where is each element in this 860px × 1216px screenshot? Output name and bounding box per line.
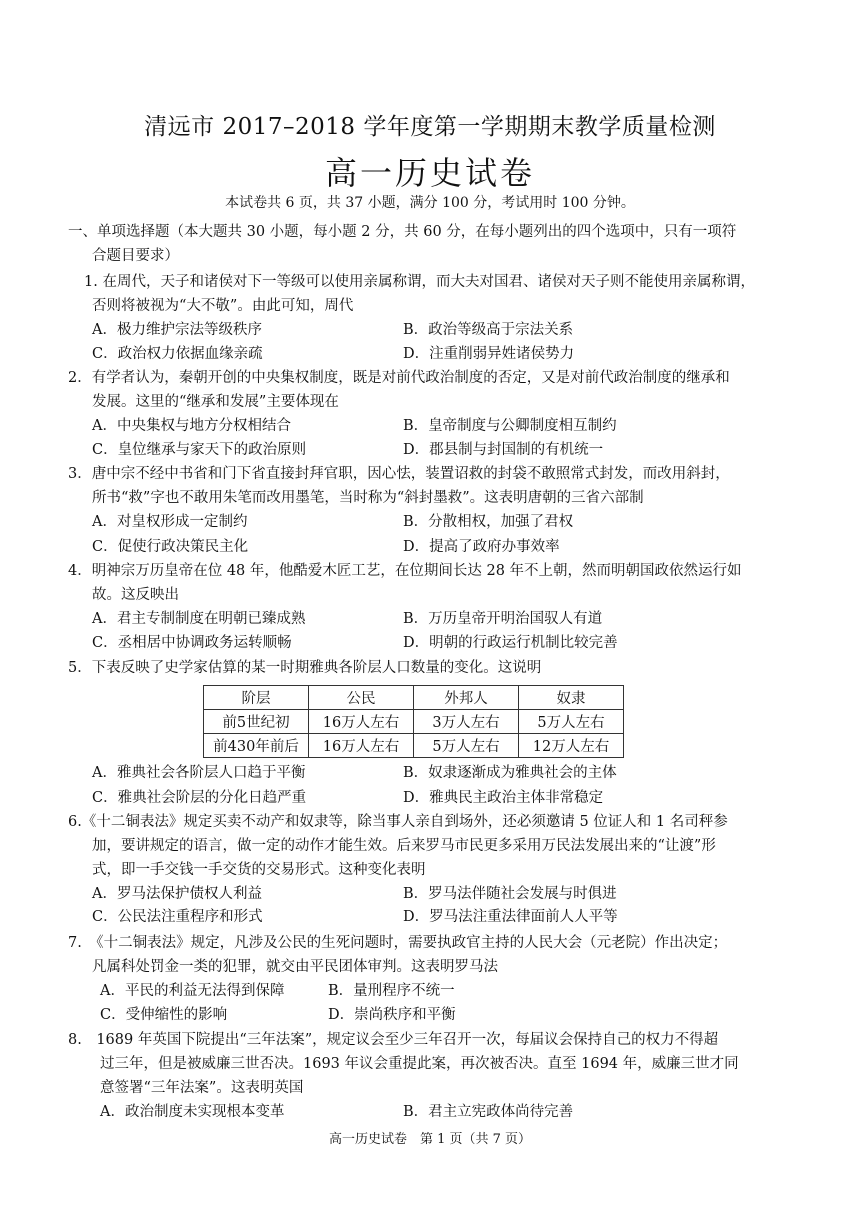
q6-stem-line2: 加，要讲规定的语言，做一定的动作才能生效。后来罗马市民更多采用万民法发展出来的“让渡”形 [92, 838, 716, 854]
table-cell: 前430年前后 [204, 734, 309, 758]
table-header-row [204, 686, 624, 710]
table-cell: 16万人左右 [309, 710, 414, 734]
q2-stem-line1: 2．有学者认为，秦朝开创的中央集权制度，既是对前代政治制度的否定，又是对前代政治制度的继承和 [68, 370, 730, 386]
q3-stem-line1: 3．唐中宗不经中书省和门下省直接封拜官职，因心怯，装置诏救的封袋不敢照常式封发，而改用斜封， [68, 466, 730, 482]
q7-stem-line2: 凡属科处罚金一类的犯罪，就交由平民团体审判。这表明罗马法 [92, 959, 498, 975]
q2-stem-line2: 发展。这里的“继承和发展”主要体现在 [92, 394, 339, 410]
q5-option-c: C．雅典社会阶层的分化日趋严重 [92, 790, 307, 806]
q5-option-d: D．雅典民主政治主体非常稳定 [403, 790, 604, 806]
q4-option-b: B．万历皇帝开明治国驭人有道 [403, 611, 603, 627]
q1-option-a: A．极力维护宗法等级秩序 [92, 322, 262, 338]
table-cell: 12万人左右 [519, 734, 624, 758]
q6-option-d: D．罗马法注重法律面前人人平等 [403, 909, 618, 925]
table-cell: 3万人左右 [414, 710, 519, 734]
q4-option-c: C．丞相居中协调政务运转顺畅 [92, 635, 292, 651]
q4-stem-line2: 故。这反映出 [92, 587, 179, 603]
q6-stem-line3: 式，即一手交钱一手交货的交易形式。这种变化表明 [92, 862, 426, 878]
q6-option-a: A．罗马法保护债权人利益 [92, 886, 262, 902]
page-footer: 高一历史试卷 第 1 页（共 7 页） [328, 1132, 532, 1147]
q4-stem-line1: 4．明神宗万历皇帝在位 48 年，他酷爱木匠工艺，在位期间长达 28 年不上朝，然而明朝国政依然运行如 [68, 563, 742, 579]
population-table [203, 685, 624, 758]
q5-option-a: A．雅典社会各阶层人口趋于平衡 [92, 765, 306, 781]
q1-stem-line1: 1. 在周代，天子和诸侯对下一等级可以使用亲属称谓，而大夫对国君、诸侯对天子则不能使用亲属称谓， [84, 274, 755, 290]
q2-option-b: B．皇帝制度与公卿制度相互制约 [403, 418, 617, 434]
exam-info: 本试卷共 6 页，共 37 小题，满分 100 分，考试用时 100 分钟。 [225, 195, 635, 211]
q2-option-d: D．郡县制与封国制的有机统一 [403, 442, 604, 458]
table-header-cell: 奴隶 [519, 686, 624, 710]
q3-option-d: D．提高了政府办事效率 [403, 539, 560, 555]
q7-option-d: D．崇尚秩序和平衡 [328, 1007, 456, 1023]
table-header-cell: 外邦人 [414, 686, 519, 710]
table-row [204, 734, 624, 758]
q8-option-a: A．政治制度未实现根本变革 [100, 1104, 285, 1120]
table-cell: 5万人左右 [519, 710, 624, 734]
table-header-cell: 阶层 [204, 686, 309, 710]
exam-subtitle: 高一历史试卷 [324, 154, 535, 192]
q8-stem-line3: 意签署“三年法案”。这表明英国 [100, 1080, 304, 1096]
q5-stem-line1: 5．下表反映了史学家估算的某一时期雅典各阶层人口数量的变化。这说明 [68, 660, 542, 676]
section-heading-line2: 合题目要求） [92, 248, 179, 264]
table-cell: 16万人左右 [309, 734, 414, 758]
q2-option-c: C．皇位继承与家天下的政治原则 [92, 442, 307, 458]
table-header-cell: 公民 [309, 686, 414, 710]
q8-option-b: B．君主立宪政体尚待完善 [403, 1104, 574, 1120]
q1-option-b: B．政治等级高于宗法关系 [403, 322, 574, 338]
q3-stem-line2: 所书“救”字也不敢用朱笔而改用墨笔，当时称为“斜封墨救”。这表明唐朝的三省六部制 [92, 490, 644, 506]
q8-stem-line1: 8. 1689 年英国下院提出“三年法案”，规定议会至少三年召开一次，每届议会保持自己的权力不得超 [68, 1032, 719, 1048]
q7-option-a: A．平民的利益无法得到保障 [100, 983, 285, 999]
q1-stem-line2: 否则将被视为“大不敬”。由此可知，周代 [92, 298, 354, 314]
q6-stem-line1: 6.《十二铜表法》规定买卖不动产和奴隶等，除当事人亲自到场外，还必须邀请 5 位证人和 1 名司秤参 [68, 814, 728, 830]
q7-option-c: C．受伸缩性的影响 [100, 1007, 228, 1023]
q5-option-b: B．奴隶逐渐成为雅典社会的主体 [403, 765, 617, 781]
q4-option-a: A．君主专制制度在明朝已臻成熟 [92, 611, 306, 627]
q1-option-c: C．政治权力依据血缘亲疏 [92, 346, 263, 362]
q6-option-c: C．公民法注重程序和形式 [92, 909, 263, 925]
table-cell: 前5世纪初 [204, 710, 309, 734]
q3-option-b: B．分散相权，加强了君权 [403, 514, 574, 530]
q6-option-b: B．罗马法伴随社会发展与时俱进 [403, 886, 617, 902]
q4-option-d: D．明朝的行政运行机制比较完善 [403, 635, 618, 651]
q8-stem-line2: 过三年，但是被威廉三世否决。1693 年议会重提此案，再次被否决。直至 1694 年，威廉三世才同 [100, 1056, 739, 1072]
q2-option-a: A．中央集权与地方分权相结合 [92, 418, 291, 434]
section-heading-line1: 一、单项选择题（本大题共 30 小题，每小题 2 分，共 60 分，在每小题列出的四个选项中，只有一项符 [68, 224, 737, 240]
table-cell: 5万人左右 [414, 734, 519, 758]
table-row [204, 710, 624, 734]
q7-option-b: B．量刑程序不统一 [328, 983, 455, 999]
q3-option-c: C．促使行政决策民主化 [92, 539, 249, 555]
q3-option-a: A．对皇权形成一定制约 [92, 514, 248, 530]
q7-stem-line1: 7. 《十二铜表法》规定，凡涉及公民的生死问题时，需要执政官主持的人民大会（元老院）作出决定； [68, 935, 728, 951]
q1-option-d: D．注重削弱异姓诸侯势力 [403, 346, 575, 362]
exam-title: 清远市 2017–2018 学年度第一学期期末教学质量检测 [144, 114, 716, 140]
